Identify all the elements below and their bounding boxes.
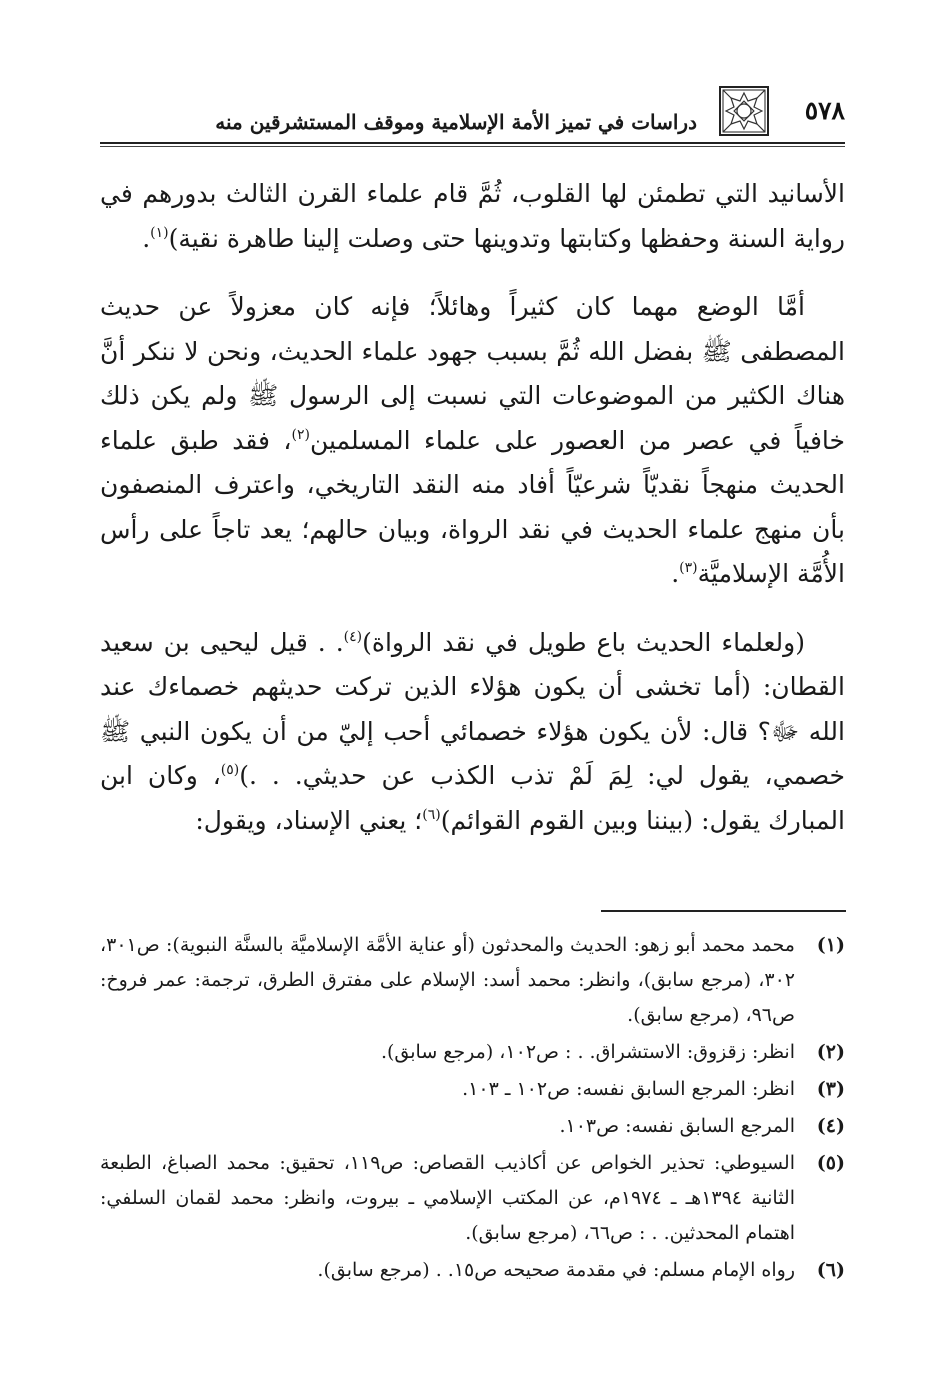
footnote-ref: (٥) [220, 762, 240, 778]
ornament-icon [719, 86, 769, 136]
footnote-text: المرجع السابق نفسه: ص١٠٣. [559, 1115, 795, 1137]
footnote-number: (١) [816, 934, 845, 956]
footnote [100, 1109, 845, 1144]
page-header [100, 86, 845, 148]
footnote-text: انظر: زقزوق: الاستشراق. . : ص١٠٢، (مرجع سابق). [380, 1041, 795, 1063]
running-title: دراسات في تميز الأمة الإسلامية وموقف المستشرقين منه [215, 110, 697, 134]
footnote-ref: (٣) [679, 560, 698, 576]
footnote-number: (٣) [816, 1078, 845, 1100]
footnote-ref: (٢) [291, 426, 310, 443]
paragraph-text: . [142, 223, 151, 253]
footnote-ref: (١) [150, 224, 169, 241]
paragraph-text: (ولعلماء الحديث باع طويل في نقد الرواة) [362, 627, 805, 657]
footnote [100, 1035, 845, 1070]
paragraph-text: . . قيل ليحيى بن سعيد القطان: (أما تخشى أن يكون هؤلاء الذين تركت حديثهم خصماءك عند الله ﷻ؟ قال: لأن يكون هؤلاء خصمائي أحب إليّ من أن يكون النبي ﷺ خصمي، يقول لي: لِمَ لَمْ تذب الكذب عن حديثي. . .) [100, 627, 845, 790]
paragraph-text: الأسانيد التي تطمئن لها القلوب، ثُمَّ قام علماء القرن الثالث بدورهم في رواية السنة وحفظها وكتابتها وتدوينها حتى وصلت إلينا طاهرة نقية) [100, 179, 845, 253]
footnote-text: رواه الإمام مسلم: في مقدمة صحيحه ص١٥. . (مرجع سابق). [317, 1259, 795, 1281]
footnote-ref: (٤) [343, 628, 363, 645]
footnote-text: محمد محمد أبو زهو: الحديث والمحدثون (أو عناية الأمَّة الإسلاميَّة بالسنَّة النبوية): ص٣٠١، ٣٠٢، (مرجع سابق)، وانظر: محمد أسد: الإسلام على مفترق الطرق، ترجمة: عمر فروخ: ص٩٦، (مرجع سابق). [100, 934, 795, 1026]
paragraph-text: . [671, 559, 680, 588]
footnotes [100, 928, 845, 1290]
footnote [100, 1253, 845, 1288]
footnote [100, 928, 845, 1033]
paragraph-text: أمَّا الوضع مهما كان كثيراً وهائلاً؛ فإنه كان معزولاً عن حديث المصطفى ﷺ بفضل الله ثُمَّ بسبب جهود علماء الحديث، ونحن لا ننكر أنَّ هناك الكثير من الموضوعات التي نسبت إلى الرسول ﷺ ولم يكن ذلك خافياً في عصر من العصور على علماء المسلمين [100, 292, 845, 455]
paragraph [100, 621, 845, 844]
header-divider-thin [100, 146, 845, 147]
footnote-divider [601, 910, 846, 912]
footnote-number: (٦) [816, 1259, 845, 1281]
footnote [100, 1072, 845, 1107]
paragraph [100, 285, 845, 597]
header-divider [100, 142, 845, 144]
footnote-number: (٤) [816, 1115, 845, 1137]
paragraph-text: ، فقد طبق علماء الحديث منهجاً نقديّاً شرعيّاً أفاد منه النقد التاريخي، واعترف المنصفون بأن منهج علماء الحديث في نقد الرواة، وبيان حالهم؛ يعد تاجاً على رأس الأُمَّة الإسلاميَّة [100, 425, 845, 588]
main-text [100, 172, 845, 867]
footnote-ref: (٦) [422, 806, 441, 823]
footnote-text: السيوطي: تحذير الخواص عن أكاذيب القصاص: ص١١٩، تحقيق: محمد الصباغ، الطبعة الثانية ١٣٩٤هـ ـ ١٩٧٤م، عن المكتب الإسلامي ـ بيروت، وانظر: محمد لقمان السلفي: اهتمام المحدثين. . : ص٦٦، (مرجع سابق). [100, 1152, 795, 1244]
paragraph-text: ، وكان ابن المبارك يقول: (بيننا وبين القوم القوائم) [100, 761, 845, 835]
paragraph-text: ؛ يعني الإسناد، ويقول: [195, 805, 423, 835]
footnote-number: (٥) [816, 1152, 845, 1174]
footnote [100, 1146, 845, 1251]
page-number: ٥٧٨ [804, 96, 845, 125]
paragraph [100, 172, 845, 261]
footnote-text: انظر: المرجع السابق نفسه: ص١٠٢ ـ ١٠٣. [462, 1078, 795, 1100]
footnote-number: (٢) [816, 1041, 845, 1063]
